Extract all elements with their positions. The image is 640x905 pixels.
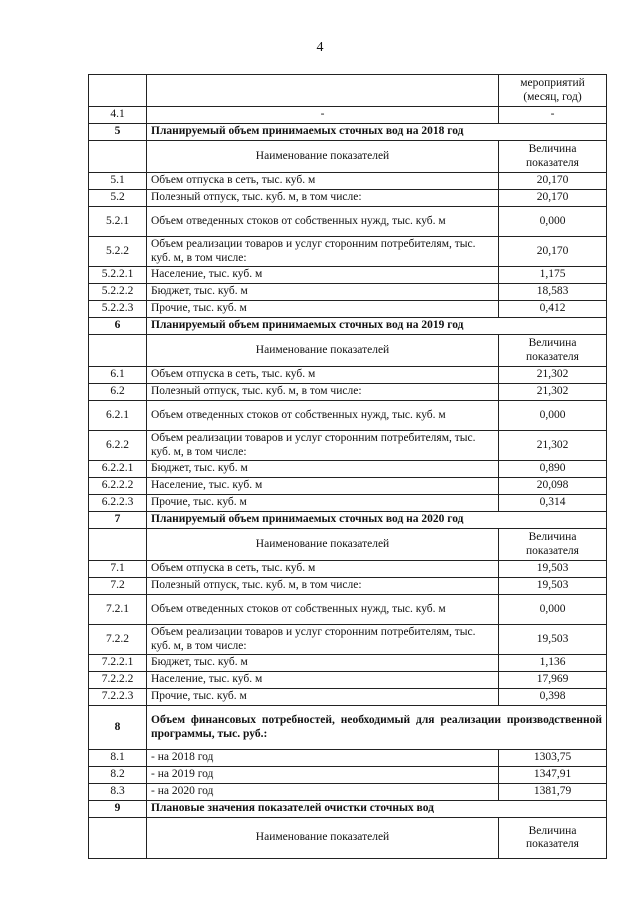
row-number: 7.2.2.2 — [89, 672, 147, 689]
row-value: 20,170 — [499, 173, 607, 190]
table-row — [89, 267, 607, 284]
empty-cell — [89, 818, 147, 859]
row-text: Бюджет, тыс. куб. м — [147, 655, 499, 672]
empty-cell — [89, 141, 147, 173]
row-value: 21,302 — [499, 367, 607, 384]
section-number: 5 — [89, 124, 147, 141]
section-title-row — [89, 124, 607, 141]
table-row — [89, 625, 607, 655]
row-number: 5.2 — [89, 190, 147, 207]
section-title: Планируемый объем принимаемых сточных вод на 2019 год — [147, 318, 607, 335]
row-text: Прочие, тыс. куб. м — [147, 495, 499, 512]
section-number: 7 — [89, 512, 147, 529]
row-value: 0,000 — [499, 595, 607, 625]
table-row — [89, 384, 607, 401]
row-text: Прочие, тыс. куб. м — [147, 689, 499, 706]
empty-cell — [89, 75, 147, 107]
table-row — [89, 207, 607, 237]
indicator-value-header: Величина показателя — [499, 141, 607, 173]
empty-cell — [147, 75, 499, 107]
section-title: Планируемый объем принимаемых сточных вод на 2020 год — [147, 512, 607, 529]
table-row — [89, 401, 607, 431]
empty-cell — [89, 529, 147, 561]
row-value: 20,170 — [499, 237, 607, 267]
table-row — [89, 190, 607, 207]
column-header-row — [89, 818, 607, 859]
row-number: 6.2.2.1 — [89, 461, 147, 478]
table-row — [89, 784, 607, 801]
row-text: - на 2018 год — [147, 750, 499, 767]
row-text: - на 2019 год — [147, 767, 499, 784]
row-number: 7.1 — [89, 561, 147, 578]
row-number: 4.1 — [89, 107, 147, 124]
table-row — [89, 107, 607, 124]
row-value: 1347,91 — [499, 767, 607, 784]
section-number: 6 — [89, 318, 147, 335]
table-body — [89, 75, 607, 859]
row-number: 7.2.2.3 — [89, 689, 147, 706]
table-row — [89, 655, 607, 672]
table-row — [89, 284, 607, 301]
row-number: 7.2.2 — [89, 625, 147, 655]
row-number: 8.2 — [89, 767, 147, 784]
row-value: 0,398 — [499, 689, 607, 706]
table-row — [89, 578, 607, 595]
table-row — [89, 478, 607, 495]
table-row — [89, 301, 607, 318]
table-row — [89, 595, 607, 625]
row-value: 0,412 — [499, 301, 607, 318]
table-row — [89, 431, 607, 461]
row-number: 5.2.2.3 — [89, 301, 147, 318]
table-row — [89, 561, 607, 578]
row-text: Полезный отпуск, тыс. куб. м, в том числе: — [147, 384, 499, 401]
row-text: Население, тыс. куб. м — [147, 267, 499, 284]
row-value: 1,175 — [499, 267, 607, 284]
row-value: 0,890 — [499, 461, 607, 478]
row-value: 19,503 — [499, 561, 607, 578]
row-value: 17,969 — [499, 672, 607, 689]
row-number: 7.2 — [89, 578, 147, 595]
row-text: Объем реализации товаров и услуг сторонним потребителям, тыс. куб. м, в том числе: — [147, 625, 499, 655]
indicator-value-header: Величина показателя — [499, 529, 607, 561]
row-number: 5.2.2 — [89, 237, 147, 267]
indicator-value-header: Величина показателя — [499, 335, 607, 367]
indicator-value-header: Величина показателя — [499, 818, 607, 859]
row-number: 8.3 — [89, 784, 147, 801]
indicator-name-header: Наименование показателей — [147, 529, 499, 561]
section-title: Плановые значения показателей очистки сточных вод — [147, 801, 607, 818]
row-value: 21,302 — [499, 431, 607, 461]
row-number: 6.2.2.3 — [89, 495, 147, 512]
row-value: 0,000 — [499, 207, 607, 237]
row-number: 8.1 — [89, 750, 147, 767]
row-number: 7.2.2.1 — [89, 655, 147, 672]
section-title-row — [89, 801, 607, 818]
row-text: Объем отпуска в сеть, тыс. куб. м — [147, 367, 499, 384]
row-text: Объем отпуска в сеть, тыс. куб. м — [147, 173, 499, 190]
row-value: 19,503 — [499, 625, 607, 655]
indicator-name-header: Наименование показателей — [147, 818, 499, 859]
row-text: Население, тыс. куб. м — [147, 478, 499, 495]
continuation-header-row — [89, 75, 607, 107]
row-number: 5.2.2.1 — [89, 267, 147, 284]
row-value: 1381,79 — [499, 784, 607, 801]
row-number: 5.2.1 — [89, 207, 147, 237]
row-number: 6.1 — [89, 367, 147, 384]
table-row — [89, 689, 607, 706]
row-text: Объем отведенных стоков от собственных нужд, тыс. куб. м — [147, 207, 499, 237]
row-value: 20,170 — [499, 190, 607, 207]
table-row — [89, 461, 607, 478]
column-header-row — [89, 141, 607, 173]
section-title: Объем финансовых потребностей, необходимый для реализации производственной программы, тыс. руб.: — [147, 706, 607, 750]
row-text: Объем отведенных стоков от собственных нужд, тыс. куб. м — [147, 401, 499, 431]
empty-cell — [89, 335, 147, 367]
row-value: 0,314 — [499, 495, 607, 512]
table-row — [89, 750, 607, 767]
row-text: Бюджет, тыс. куб. м — [147, 461, 499, 478]
row-number: 6.2.1 — [89, 401, 147, 431]
row-text: Объем реализации товаров и услуг сторонним потребителям, тыс. куб. м, в том числе: — [147, 431, 499, 461]
page-number: 4 — [316, 40, 324, 55]
row-text: Объем реализации товаров и услуг сторонним потребителям, тыс. куб. м, в том числе: — [147, 237, 499, 267]
row-text: Бюджет, тыс. куб. м — [147, 284, 499, 301]
row-text: Объем отпуска в сеть, тыс. куб. м — [147, 561, 499, 578]
row-value: 1,136 — [499, 655, 607, 672]
period-column-header: мероприятий (месяц, год) — [499, 75, 607, 107]
row-number: 5.1 — [89, 173, 147, 190]
row-value: 1303,75 — [499, 750, 607, 767]
section-title: Планируемый объем принимаемых сточных вод на 2018 год — [147, 124, 607, 141]
column-header-row — [89, 335, 607, 367]
section-title-row — [89, 512, 607, 529]
row-value: - — [499, 107, 607, 124]
row-text: Прочие, тыс. куб. м — [147, 301, 499, 318]
row-text: Объем отведенных стоков от собственных нужд, тыс. куб. м — [147, 595, 499, 625]
row-value: 19,503 — [499, 578, 607, 595]
row-number: 5.2.2.2 — [89, 284, 147, 301]
section-number: 8 — [89, 706, 147, 750]
indicator-name-header: Наименование показателей — [147, 141, 499, 173]
table-row — [89, 767, 607, 784]
table-row — [89, 367, 607, 384]
row-text: - — [147, 107, 499, 124]
row-text: Население, тыс. куб. м — [147, 672, 499, 689]
section-title-row — [89, 318, 607, 335]
table-row — [89, 173, 607, 190]
row-value: 0,000 — [499, 401, 607, 431]
row-text: Полезный отпуск, тыс. куб. м, в том числе: — [147, 190, 499, 207]
row-text: Полезный отпуск, тыс. куб. м, в том числе: — [147, 578, 499, 595]
section-title-row — [89, 706, 607, 750]
table-row — [89, 495, 607, 512]
row-number: 6.2 — [89, 384, 147, 401]
table-row — [89, 672, 607, 689]
row-text: - на 2020 год — [147, 784, 499, 801]
row-number: 6.2.2.2 — [89, 478, 147, 495]
table-row — [89, 237, 607, 267]
indicator-name-header: Наименование показателей — [147, 335, 499, 367]
row-value: 21,302 — [499, 384, 607, 401]
row-value: 18,583 — [499, 284, 607, 301]
section-number: 9 — [89, 801, 147, 818]
row-value: 20,098 — [499, 478, 607, 495]
column-header-row — [89, 529, 607, 561]
production-program-table — [88, 74, 607, 859]
row-number: 7.2.1 — [89, 595, 147, 625]
row-number: 6.2.2 — [89, 431, 147, 461]
